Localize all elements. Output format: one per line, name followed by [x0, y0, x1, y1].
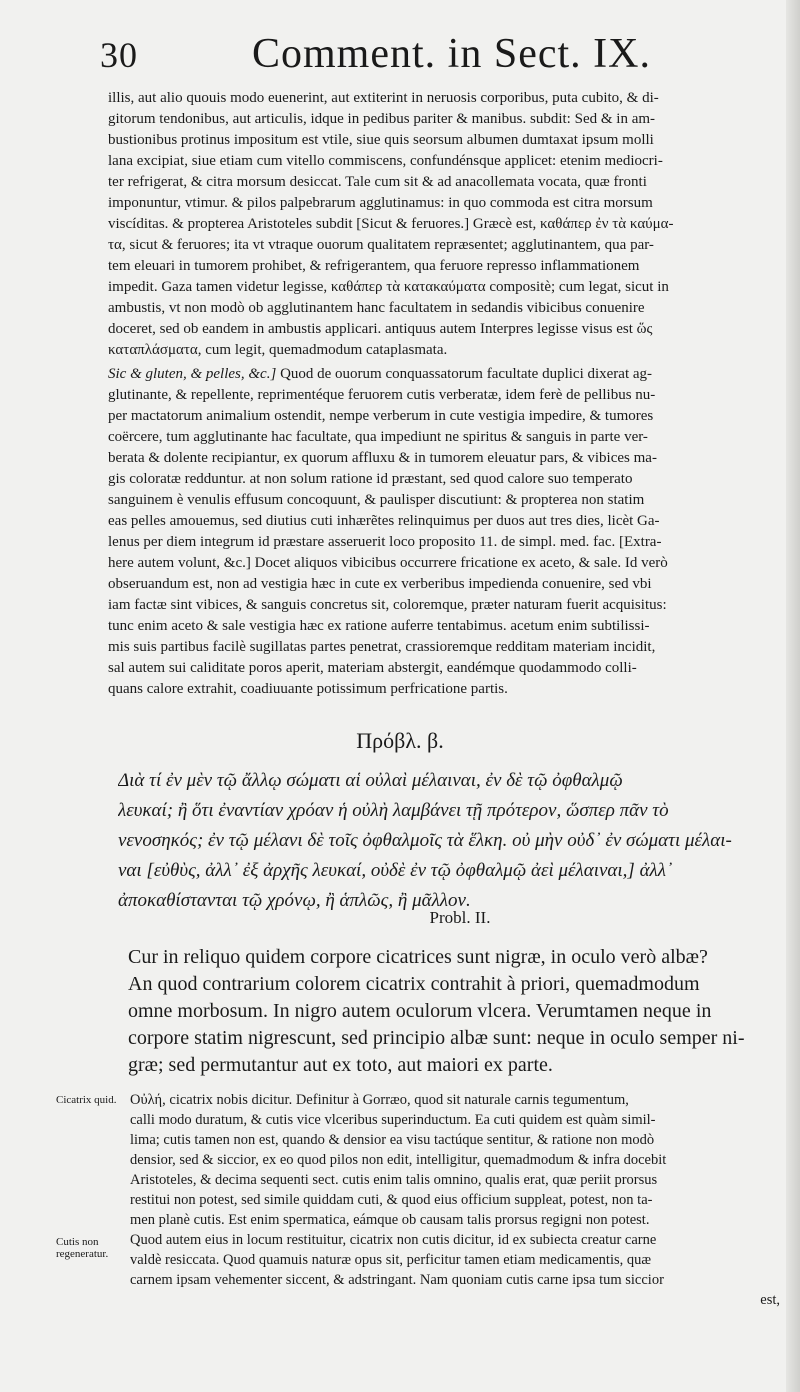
page-header	[100, 30, 720, 78]
text-line: Quod autem eius in locum restituitur, cicatrix non cutis dicitur, id ex subiecta creatur carne	[130, 1232, 657, 1248]
text-line: densior, sed & siccior, ex eo quod pilos non edit, intelligitur, quemadmodum & infra docebit	[130, 1152, 667, 1168]
text-line: Aristoteles, & decima sequenti sect. cutis enim talis omnino, qualis erat, quæ periit prorsus	[130, 1172, 658, 1188]
lemma: Sic & gluten, & pelles, &c.]	[108, 366, 277, 382]
page-number: 30	[100, 35, 138, 75]
problem-label: Probl. II.	[429, 908, 491, 927]
text-line: calli modo duratum, & cutis vice vlceribus superinductum. Ea cuti quidem est quàm simil-	[130, 1112, 656, 1128]
commentary-section-3	[130, 1090, 780, 1310]
running-title: Comment. in Sect. IX.	[252, 31, 651, 77]
latin-translation	[128, 944, 788, 1079]
margin-note-cicatrix: Cicatrix quid.	[56, 1094, 117, 1106]
text-line: quans calore extrahit, coadiuuante potissimum perfricatione partis.	[108, 681, 508, 697]
greek-line: ἀποκαθίστανται τῷ χρόνῳ, ἢ ἁπλῶς, ἢ μᾶλλον.	[118, 890, 471, 911]
text-line: glutinante, & repellente, reprimentéque feruorem cutis verberatæ, idem ferè de pellibus nu-	[108, 387, 656, 403]
text-line: gitorum tendonibus, aut articulis, idque in pedibus pariter & manibus. subdit: Sed & in am-	[108, 111, 656, 127]
text-line: coërcere, tum agglutinante hac facultate, qua impediunt ne spiritus & sanguis in parte ver-	[108, 429, 648, 445]
greek-line: ναι [εὐθὺς, ἀλλ᾽ ἐξ ἀρχῆς λευκαί, οὐδὲ ἐν τῷ ὀφθαλμῷ ἀεὶ μέλαιναι,] ἀλλ᾽	[118, 860, 673, 881]
text-line: restitui non potest, sed simile quiddam cuti, & quod eius officium suppleat, potest, non ta-	[130, 1192, 653, 1208]
text-line: καταπλάσματα, cum legit, quemadmodum cataplasmata.	[108, 342, 448, 358]
text-line: gis coloratæ redduntur. at non solum ratione id præstant, sed quod calore suo temperato	[108, 471, 633, 487]
text-line: ter refrigerat, & citra morsum desiccat. Tale cum sit & ad anacollemata vocata, quæ fronti	[108, 174, 647, 190]
text-line: impedit. Gaza tamen videtur legisse, καθάπερ τὰ κατακαύματα compositè; cum legat, sicut in	[108, 279, 669, 295]
greek-line: Διὰ τί ἐν μὲν τῷ ἄλλῳ σώματι αἱ οὐλαὶ μέλαιναι, ἐν δὲ τῷ ὀφθαλμῷ	[118, 770, 623, 791]
text-fragment: Quod de ouorum conquassatorum facultate duplici dixerat ag-	[280, 366, 653, 382]
text-line: lima; cutis tamen non est, quando & densior ea visu tactúque sentitur, & ratione non modò	[130, 1132, 655, 1148]
translation-line: Cur in reliquo quidem corpore cicatrices sunt nigræ, in oculo verò albæ?	[128, 946, 708, 968]
greek-problem-heading: Πρόβλ. β.	[356, 728, 444, 753]
text-line: per mactatorum animalium ostendit, nempe verberum in cute vestigia impedire, & tumores	[108, 408, 654, 424]
translation-line: græ; sed permutantur aut ex toto, aut maiori ex parte.	[128, 1054, 553, 1076]
text-line: viscíditas. & propterea Aristoteles subdit [Sicut & feruores.] Græcè est, καθάπερ ἐν τὰ καύμα-	[108, 216, 674, 232]
text-line: iam factæ sint vibices, & sanguis concretus sit, coloremque, præter naturam fuerit acquisitus:	[108, 597, 667, 613]
commentary-section-2	[108, 364, 768, 700]
text-line: carnem ipsam vehementer siccent, & adstringant. Nam quoniam cutis carne ipsa tum siccior	[130, 1272, 664, 1288]
text-line: doceret, sed ob eandem in ambustis applicari. antiquus autem Interpres legisse visus est ὥς	[108, 321, 653, 337]
text-line: obseruandum est, non ad vestigia hæc in cute ex verberibus impedienda conuenire, sed vbi	[108, 576, 652, 592]
text-line: imponuntur, vtimur. & pilos palpebrarum agglutinamus: in quo commoda est citra morsum	[108, 195, 653, 211]
translation-line: omne morbosum. In nigro autem oculorum vlcera. Verumtamen neque in	[128, 1000, 712, 1022]
text-line: valdè resiccata. Quod quamuis naturæ opus sit, perficitur tamen etiam medicamentis, quæ	[130, 1252, 652, 1268]
text-line: here autem volunt, &c.] Docet aliquos vibicibus occurrere fricatione ex aceto, & sale. Id verò	[108, 555, 668, 571]
greek-problem-text	[118, 766, 778, 916]
text-line: eas pelles amouemus, sed diutius cuti inhærẽtes relinquimus per duos aut tres dies, licèt Ga-	[108, 513, 660, 529]
text-line: Οὐλή, cicatrix nobis dicitur. Definitur à Gorræo, quod sit naturale carnis tegumentum,	[130, 1092, 629, 1108]
greek-line: λευκαί; ἢ ὅτι ἐναντίαν χρόαν ἡ οὐλὴ λαμβάνει τῇ πρότερον, ὥσπερ πᾶν τὸ	[118, 800, 669, 821]
text-line: men planè cutis. Est enim spermatica, eámque ob causam talis prorsus regigni non potest.	[130, 1212, 650, 1228]
greek-line: νενοσηκός; ἐν τῷ μέλανι δὲ τοῖς ὀφθαλμοῖς τὰ ἕλκη. οὐ μὴν οὐδ᾽ ἐν σώματι μέλαι-	[118, 830, 732, 851]
text-line: ambustis, vt non modò ob agglutinantem hanc facultatem in sedandis vibicibus conuenire	[108, 300, 645, 316]
translation-line: corpore statim nigrescunt, sed principio albæ sunt: neque in oculo semper ni-	[128, 1027, 745, 1049]
commentary-section-1	[108, 88, 768, 361]
page-edge	[786, 0, 800, 1392]
margin-note-cutis: Cutis non regeneratur.	[56, 1236, 109, 1260]
catchword: est,	[760, 1292, 780, 1308]
text-line: tem eleuari in tumorem prohibet, & refrigerantem, qua feruore represso inflammationem	[108, 258, 640, 274]
text-line: sal autem sui caliditate poros aperit, materiam abstergit, eandémque quodammodo colli-	[108, 660, 637, 676]
text-line: sanguinem è venulis effusum concoquunt, & paulisper discutiunt: & propterea non statim	[108, 492, 645, 508]
text-line	[108, 364, 768, 385]
text-line: lana excipiat, siue etiam cum vitello commiscens, confundénsque applicet: etenim mediocri-	[108, 153, 663, 169]
text-line: tunc enim aceto & sale vestigia hæc ex ratione auferre tentabimus. acetum enim subtilissi-	[108, 618, 650, 634]
text-line: lenus per diem integrum id præstare asseruerit loco proposito 11. de simpl. med. fac. [Extra-	[108, 534, 662, 550]
text-line: bustionibus protinus impositum est vtile, siue quis seorsum albumen dumtaxat ipsum molli	[108, 132, 654, 148]
text-line: mis suis partibus facilè sugillatas partes penetrat, crassioremque redditam materiam incidit,	[108, 639, 656, 655]
text-line: berata & dolente recipiantur, ex quorum affluxu & in tumorem eleuatur pars, & vibices ma-	[108, 450, 657, 466]
translation-line: An quod contrarium colorem cicatrix contrahit à priori, quemadmodum	[128, 973, 700, 995]
text-line: illis, aut alio quouis modo euenerint, aut extiterint in neruosis corporibus, puta cubito, & di-	[108, 90, 659, 106]
text-line: τα, sicut & feruores; ita vt vtraque ouorum qualitatem repræsentet; agglutinantem, qua par-	[108, 237, 654, 253]
